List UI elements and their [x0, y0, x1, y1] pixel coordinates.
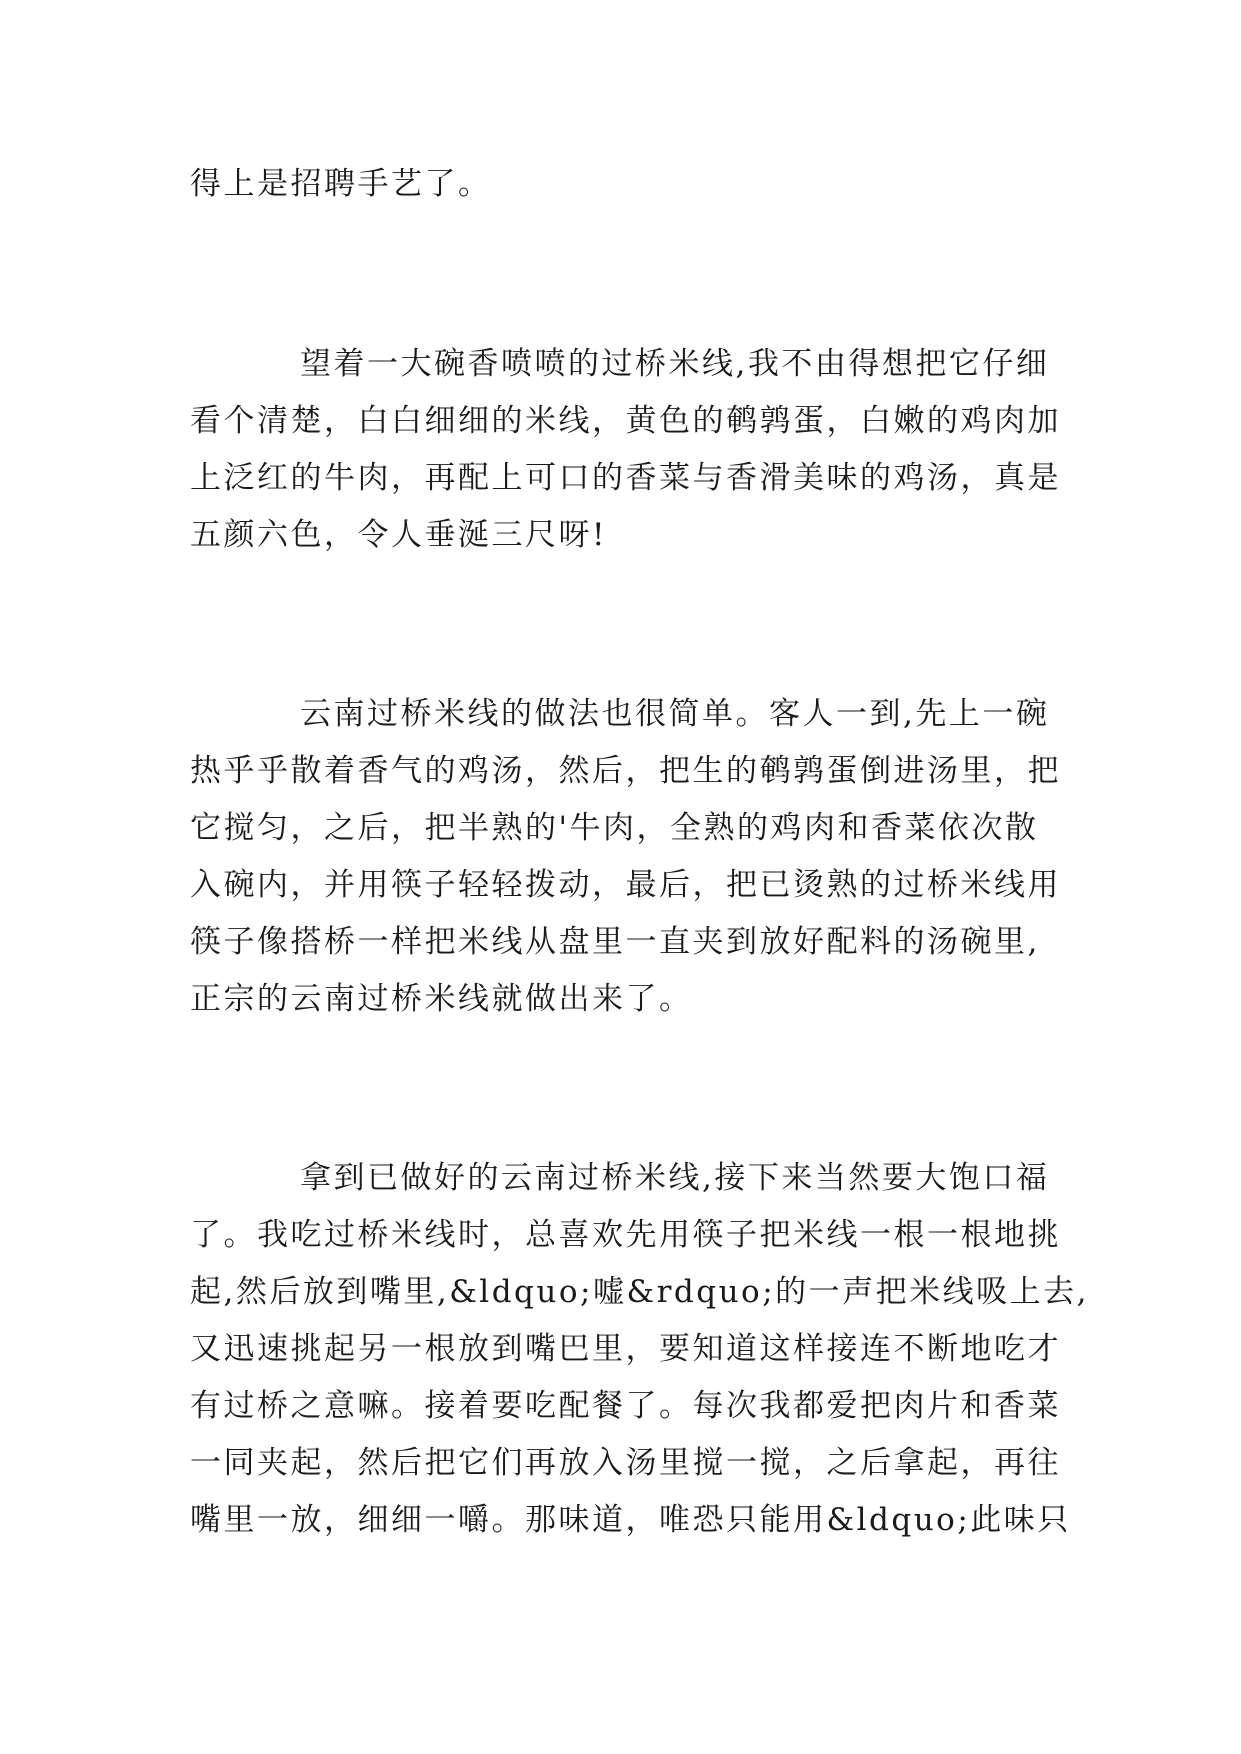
paragraph-4-line-2: 了。我吃过桥米线时，总喜欢先用筷子把米线一根一根地挑 [190, 1217, 1061, 1253]
paragraph-4-line-4: 又迅速挑起另一根放到嘴巴里，要知道这样接连不断地吃才 [190, 1331, 1061, 1367]
paragraph-3-line-6: 正宗的云南过桥米线就做出来了。 [190, 981, 693, 1017]
paragraph-2-line-1: 望着一大碗香喷喷的过桥米线,我不由得想把它仔细 [300, 346, 1050, 382]
paragraph-1-line-1: 得上是招聘手艺了。 [190, 166, 492, 202]
paragraph-2-line-4: 五颜六色，令人垂涎三尺呀! [190, 517, 607, 553]
paragraph-4-line-5: 有过桥之意嘛。接着要吃配餐了。每次我都爱把肉片和香菜 [190, 1388, 1061, 1424]
paragraph-2-line-3: 上泛红的牛肉，再配上可口的香菜与香滑美味的鸡汤，真是 [190, 460, 1061, 496]
paragraph-3-line-3: 它搅匀，之后，把半熟的'牛肉，全熟的鸡肉和香菜依次散 [190, 810, 1039, 846]
paragraph-4-line-6: 一同夹起，然后把它们再放入汤里搅一搅，之后拿起，再往 [190, 1445, 1061, 1481]
paragraph-4-line-3: 起,然后放到嘴里,&ldquo;嘘&rdquo;的一声把米线吸上去, [190, 1274, 1090, 1310]
paragraph-3-line-1: 云南过桥米线的做法也很简单。客人一到,先上一碗 [300, 696, 1050, 732]
paragraph-4-line-1: 拿到已做好的云南过桥米线,接下来当然要大饱口福 [300, 1160, 1050, 1196]
paragraph-2-line-2: 看个清楚，白白细细的米线，黄色的鹌鹑蛋，白嫩的鸡肉加 [190, 403, 1061, 439]
paragraph-3-line-5: 筷子像搭桥一样把米线从盘里一直夹到放好配料的汤碗里, [190, 924, 1040, 960]
paragraph-3-line-4: 入碗内，并用筷子轻轻拨动，最后，把已烫熟的过桥米线用 [190, 867, 1061, 903]
paragraph-3-line-2: 热乎乎散着香气的鸡汤，然后，把生的鹌鹑蛋倒进汤里，把 [190, 753, 1061, 789]
paragraph-4-line-7: 嘴里一放，细细一嚼。那味道，唯恐只能用&ldquo;此味只 [190, 1502, 1071, 1538]
